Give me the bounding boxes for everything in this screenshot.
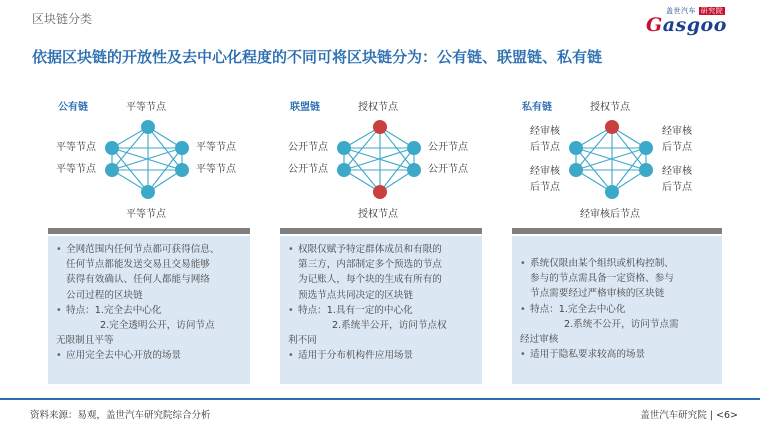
logo-wordmark: Gasgoo — [646, 14, 727, 36]
node-bottom-authorized — [373, 185, 387, 199]
label-top: 授权节点 — [358, 102, 398, 113]
footer-brand: 盖世汽车研究院 | <6> — [640, 410, 738, 421]
label-bottom: 授权节点 — [358, 209, 398, 220]
node-top — [141, 120, 155, 134]
label-left-up-a: 经审核 — [530, 126, 560, 137]
bullet-line: • 应用完全去中心开放的场景 — [56, 350, 182, 362]
node-top-authorized — [605, 120, 619, 134]
logo-tagline: 盖世汽车 研究院 — [666, 7, 724, 15]
label-right-down: 公开节点 — [428, 164, 468, 175]
label-bottom: 经审核后节点 — [580, 209, 640, 220]
node-left-down — [337, 163, 351, 177]
label-right-down-b: 后节点 — [662, 182, 692, 193]
label-right-up-a: 经审核 — [662, 126, 692, 137]
panel-title: 私有链 — [522, 102, 552, 113]
panel-public-chain — [48, 90, 270, 230]
panel-title: 联盟链 — [290, 102, 320, 113]
label-top: 平等节点 — [126, 102, 166, 113]
source-note: 资料来源：易观，盖世汽车研究院综合分析 — [30, 410, 211, 421]
description-box-consortium — [280, 236, 482, 384]
text-line: 2.完全透明公开，访问节点 — [100, 320, 215, 332]
bullet-line: • 全网范围内任何节点都可获得信息、 — [56, 244, 220, 255]
text-line: 利不同 — [288, 335, 317, 347]
node-left-down — [569, 163, 583, 177]
label-right-up: 公开节点 — [428, 142, 468, 153]
gasgoo-logo — [646, 6, 738, 34]
bullet-line: • 适用于分布机构件应用场景 — [288, 350, 414, 362]
label-right-down-a: 经审核 — [662, 166, 692, 177]
node-right-down — [407, 163, 421, 177]
node-left-up — [337, 141, 351, 155]
label-left-down: 公开节点 — [288, 164, 328, 175]
label-bottom: 平等节点 — [126, 209, 166, 220]
label-left-down-b: 后节点 — [530, 182, 560, 193]
bullet-line: • 权限仅赋予特定群体成员和有限的 — [288, 244, 442, 255]
node-left-up — [569, 141, 583, 155]
footer — [0, 398, 760, 428]
node-right-down — [175, 163, 189, 177]
divider-bar — [48, 228, 250, 234]
node-right-up — [175, 141, 189, 155]
node-bottom — [605, 185, 619, 199]
text-line: 经过审核 — [520, 334, 559, 346]
node-right-up — [407, 141, 421, 155]
breadcrumb: 区块链分类 — [32, 12, 93, 26]
node-top-authorized — [373, 120, 387, 134]
description-box-private — [512, 236, 722, 384]
label-left-up: 公开节点 — [288, 142, 328, 153]
page-number: 6 — [723, 410, 731, 421]
label-right-down: 平等节点 — [196, 164, 236, 175]
top-bar — [0, 0, 760, 38]
label-left-up: 平等节点 — [56, 142, 96, 153]
text-line: 公司过程的区块链 — [66, 289, 143, 301]
text-line: 参与的节点需具备一定资格、参与 — [530, 273, 674, 285]
node-bottom — [141, 185, 155, 199]
text-line: 无限制且平等 — [56, 335, 114, 347]
node-right-up — [639, 141, 653, 155]
network-edges — [576, 127, 646, 192]
description-box-public — [48, 236, 250, 384]
bullet-line: • 特点：1.完全去中心化 — [56, 304, 162, 316]
text-line: 为记账人，每个块的生成有所有的 — [298, 274, 442, 286]
text-line: 2.系统不公开，访问节点需 — [564, 318, 679, 330]
text-line: 2.系统半公开，访问节点权 — [332, 320, 447, 332]
panel-consortium-chain — [280, 90, 502, 230]
bullet-line: • 系统仅限由某个组织或机构控制、 — [520, 258, 674, 269]
network-edges — [112, 127, 182, 192]
label-right-up: 平等节点 — [196, 142, 236, 153]
divider-bar — [280, 228, 482, 234]
text-line: 获得有效确认、任何人都能与网络 — [66, 274, 210, 286]
label-right-up-b: 后节点 — [662, 142, 692, 153]
label-left-down-a: 经审核 — [530, 166, 560, 177]
bullet-line: • 特点：1.完全去中心化 — [520, 303, 626, 315]
text-line: 第三方，内部制定多个预选的节点 — [298, 259, 442, 271]
text-line: 节点需要经过严格审核的区块链 — [530, 288, 665, 300]
page-title: 依据区块链的开放性及去中心化程度的不同可将区块链分为：公有链、联盟链、私有链 — [32, 48, 603, 66]
footer-rule — [0, 398, 760, 400]
node-right-down — [639, 163, 653, 177]
label-top: 授权节点 — [590, 102, 630, 113]
panel-title: 公有链 — [58, 102, 88, 113]
label-left-down: 平等节点 — [56, 164, 96, 175]
panel-private-chain — [512, 90, 734, 230]
network-edges — [344, 127, 414, 192]
label-left-up-b: 后节点 — [530, 142, 560, 153]
divider-bar — [512, 228, 722, 234]
text-line: 预选节点共同决定的区块链 — [298, 289, 414, 301]
node-left-up — [105, 141, 119, 155]
bullet-line: • 适用于隐私要求较高的场景 — [520, 349, 646, 361]
node-left-down — [105, 163, 119, 177]
bullet-line: • 特点：1.具有一定的中心化 — [288, 304, 413, 316]
text-line: 任何节点都能发送交易且交易能够 — [66, 259, 210, 271]
